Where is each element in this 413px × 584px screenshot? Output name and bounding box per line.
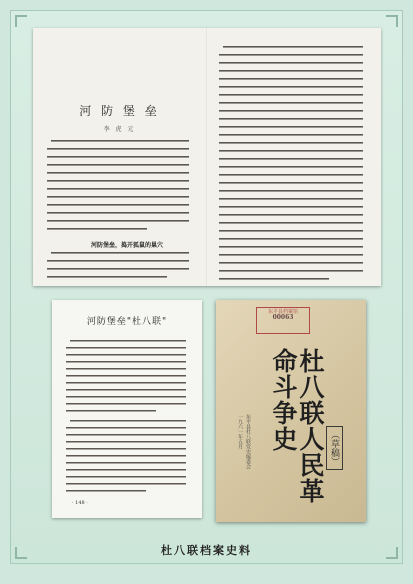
- figure-caption: 杜八联档案史料: [161, 544, 252, 557]
- book-publisher: [236, 414, 252, 469]
- spread-text-lines: [33, 28, 381, 286]
- photocopy-page: [52, 300, 202, 518]
- book-date: 一九六一年五月: [237, 414, 243, 449]
- article-title: 河 防 堡 垒: [79, 104, 160, 118]
- article-author: 李 虎 元: [103, 126, 136, 133]
- archive-stamp: [256, 307, 310, 334]
- stamp-number: 00063: [272, 314, 294, 321]
- scanned-book-spread: [33, 28, 381, 286]
- article-subheading: 河防堡垒，捣开狐鼠的巢穴: [91, 242, 164, 249]
- archive-book-cover: [216, 300, 366, 522]
- stamp-org: 东平县档案馆: [267, 309, 298, 315]
- book-subtitle: （草稿）: [326, 426, 343, 470]
- corner-ornament: [386, 15, 398, 27]
- photocopy-title: 河防堡垒"杜八联": [86, 317, 168, 327]
- corner-ornament: [15, 15, 27, 27]
- book-title: 杜八联人民革命斗争史: [269, 348, 325, 504]
- page-number: · 148 ·: [72, 500, 88, 506]
- photocopy-text-lines: [52, 300, 202, 518]
- book-org: 东平县杜八联党史编委会: [245, 414, 251, 469]
